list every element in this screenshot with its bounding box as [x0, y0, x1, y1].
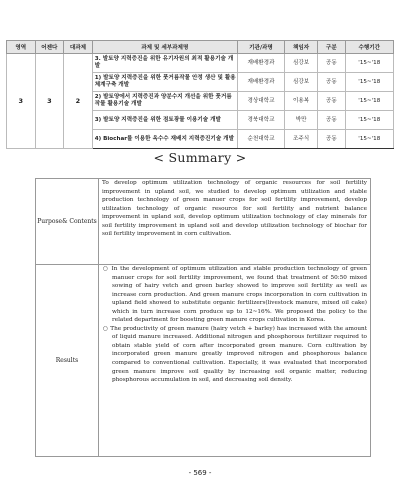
type-cell: 공동 [318, 111, 345, 130]
header-area: 영역 [7, 41, 36, 54]
type-cell: 공동 [318, 130, 345, 149]
task-cell: 3. 발토양 지력증진을 위한 유기자원의 최적 활용기술 개발 [92, 54, 237, 73]
org-cell: 경상대학교 [237, 92, 284, 111]
results-label: Results [36, 265, 99, 457]
project-table [6, 40, 394, 149]
type-cell: 공동 [318, 92, 345, 111]
result-item: ○ The productivity of green manure (hairy vetch + barley) has increased with the amount of liquid manure increased. Additional nitrogen and phosphorous fertilizer required to obtain stable yield of corn after incorporated green manure. Corn cultivation by incorporated green manure greatly improved nitrogen and phosphorous balance compared to conventional cultivation. Especially, it was evaluated that incorporated green manure improve soil quality by increasing soil organic matter, reducing phosphorous accumulation in soil, and decreasing soil density. [103, 325, 367, 384]
org-cell: 순천대학교 [237, 130, 284, 149]
header-type: 구분 [318, 41, 345, 54]
period-cell: '15~'18 [345, 54, 393, 73]
person-cell: 심강보 [285, 73, 318, 92]
results-row [36, 265, 371, 457]
purpose-text: To develop optimum utilization technology of organic resources for soil fertility improvement in upland soil, we studied to develop optimum utilization and stable production technology of green manuer crops for soil fertility improvement, develop utilization technology of organic resource for soil fertility and nutrient balance improvement in upland soil, develop optimum utilization technology of clay minerals for soil fertility improvement in upland soil and develop utilization technology of biochar for soil fertility improvement in corn cultivation. [99, 179, 371, 265]
task-cell: 4) Biochar를 이용한 옥수수 재배지 지력증진기술 개발 [92, 130, 237, 149]
org-cell: 재배환경과 [237, 54, 284, 73]
type-cell: 공동 [318, 73, 345, 92]
summary-table [35, 178, 371, 457]
period-cell: '15~'18 [345, 92, 393, 111]
header-org: 기관/과명 [237, 41, 284, 54]
major-cell: 2 [64, 54, 93, 149]
period-cell: '15~'18 [345, 111, 393, 130]
person-cell: 이용복 [285, 92, 318, 111]
task-cell: 2) 밭토양에서 지력증진과 양분수지 개선을 위한 풋거름작물 활용기술 개발 [92, 92, 237, 111]
purpose-label: Purpose& Contents [36, 179, 99, 265]
table-row [7, 54, 394, 73]
result-item: ○ In the development of optimum utilization and stable production technology of green manuer crops for soil fertility improvement, we found that treatment of 50:50 mixed sowing of hairy vetch and green barley showed to improve soil fertility as well as increase corn production. And green manure crops incorporation in corn cultivation in upland field showed to substitute organic fertilizers(livestock manure, mixed oil cake) which in turn increase corn produce up to 12~16%. We proposed the policy to the related department for boosting green manure crops cultivation in Korea. [103, 266, 367, 324]
header-agenda: 어젠다 [35, 41, 64, 54]
results-text [99, 265, 371, 457]
task-cell: 3) 밭토양 지력증진을 위한 점토광물 이용기술 개발 [92, 111, 237, 130]
area-cell: 3 [7, 54, 36, 149]
table-header-row [7, 41, 394, 54]
agenda-cell: 3 [35, 54, 64, 149]
period-cell: '15~'18 [345, 73, 393, 92]
header-period: 수행기간 [345, 41, 393, 54]
period-cell: '15~'18 [345, 130, 393, 149]
purpose-row [36, 179, 371, 265]
header-person: 책임자 [285, 41, 318, 54]
person-cell: 심강보 [285, 54, 318, 73]
header-major: 대과제 [64, 41, 93, 54]
summary-heading: < Summary > [153, 150, 247, 165]
task-cell: 1) 발토양 지력증진을 위한 풋거름작물 안정 생산 및 활용체계구축 개발 [92, 73, 237, 92]
org-cell: 재배환경과 [237, 73, 284, 92]
person-cell: 박만 [285, 111, 318, 130]
header-task: 과제 및 세부과제명 [92, 41, 237, 54]
type-cell: 공동 [318, 54, 345, 73]
person-cell: 조주식 [285, 130, 318, 149]
org-cell: 경북대학교 [237, 111, 284, 130]
page-number: - 569 - [188, 469, 212, 477]
